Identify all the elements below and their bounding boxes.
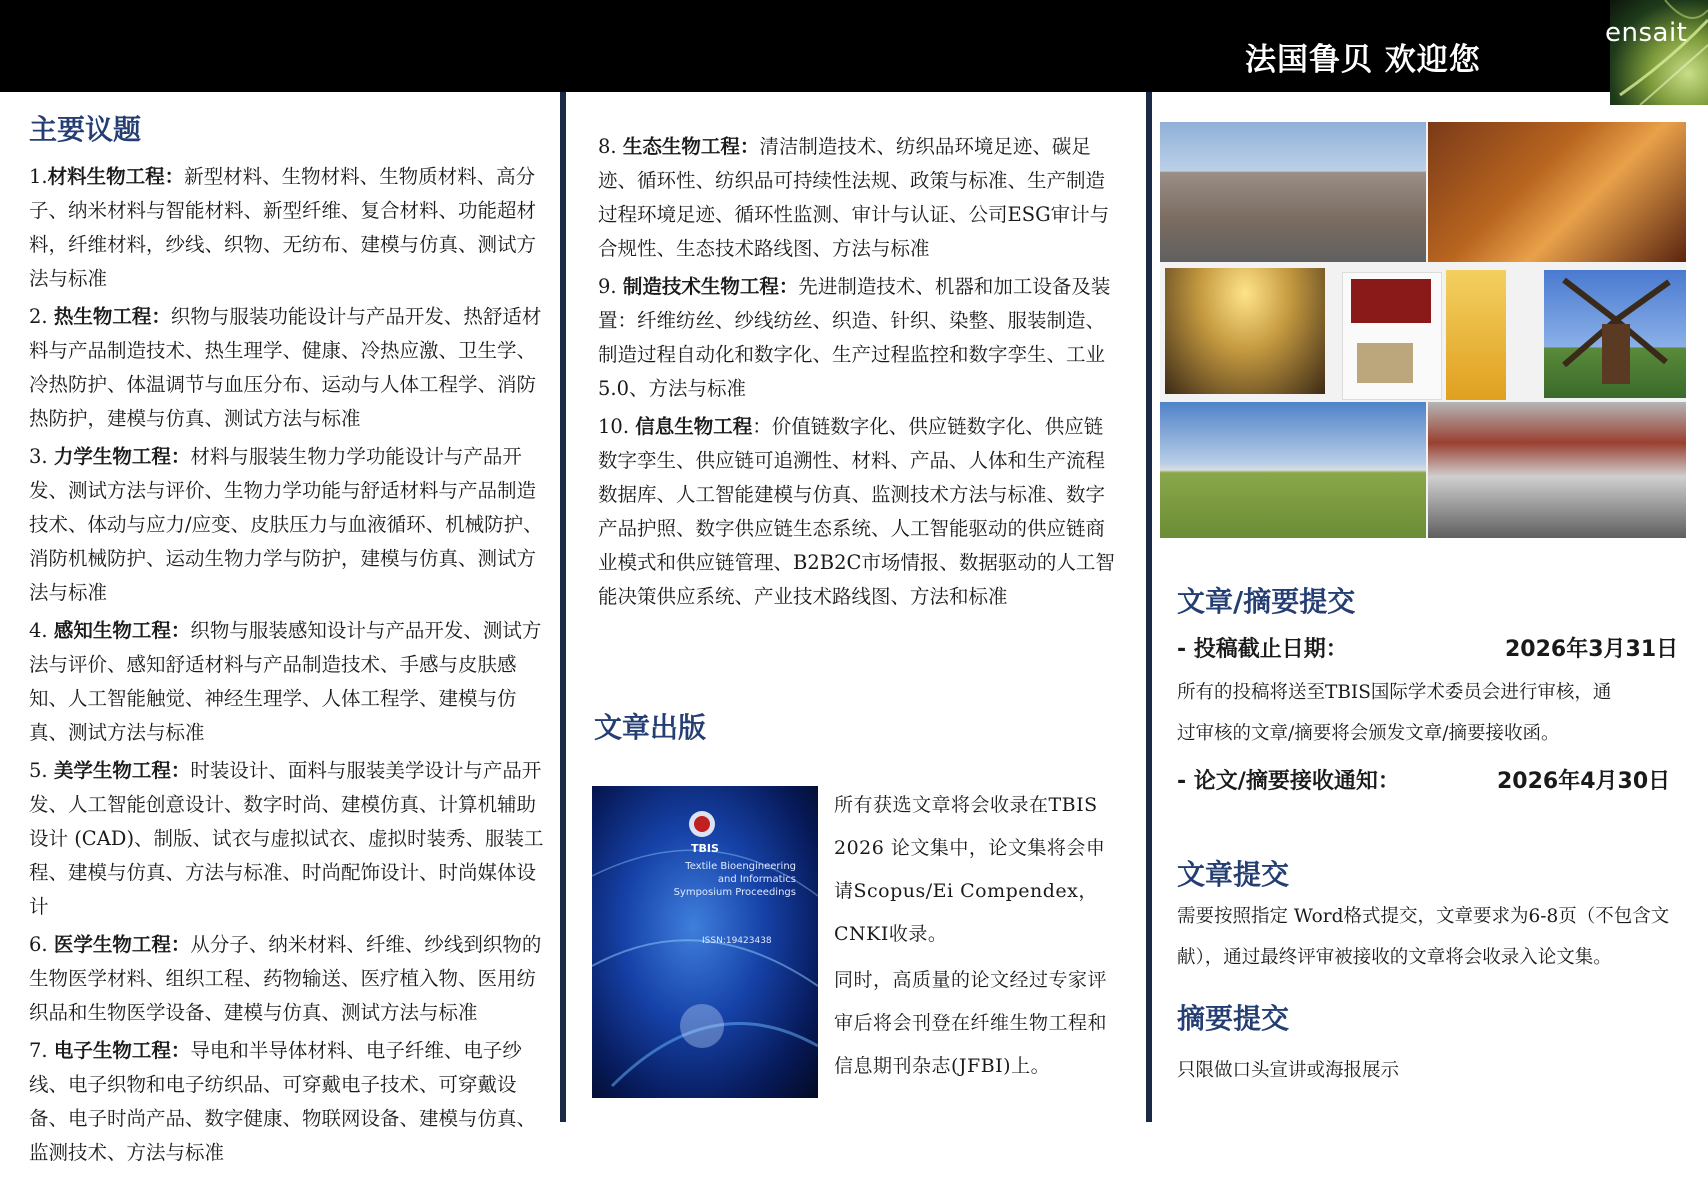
paper-submission-block: [1177, 896, 1692, 978]
topic-item: 10. 信息生物工程：价值链数字化、供应链数字化、供应链数字孪生、供应链可追溯性、材料、产品、人体和生产流程数据库、人工智能建模与仿真、监测技术方法与标准、数字产品护照、数字供应链生态系统、人工智能驱动的供应链商业模式和供应链管理、B2B2C市场情报、数据驱动的人工智能决策供应系统、产业技术路线图、方法和标准: [598, 415, 1115, 608]
publication-title: 文章出版: [594, 711, 707, 744]
photo-collage: [1160, 122, 1686, 538]
topic-item: 1.材料生物工程：新型材料、生物材料、生物质材料、高分子、纳米材料与智能材料、新型纤维、复合材料、功能超材料，纤维材料，纱线、织物、无纺布、建模与仿真、测试方法与标准: [29, 165, 537, 290]
topics-column-1: [29, 108, 549, 1174]
topics-title: 主要议题: [29, 113, 142, 146]
gallery-frames-photo: [1342, 272, 1442, 400]
museum-interior-photo: [1428, 122, 1686, 262]
review-text-block: [1177, 672, 1617, 754]
publication-text-1: 所有获选文章将会收录在TBIS 2026 论文集中，论文集将会申请Scopus/Ei Compendex，CNKI收录。: [834, 794, 1106, 945]
abstract-submission-text: 只限做口头宣讲或海报展示: [1177, 1060, 1400, 1081]
notice-value: 2026年4月30日: [1497, 769, 1671, 794]
paper-submission-title: 文章提交: [1177, 858, 1290, 891]
abstract-submission-block: [1177, 1050, 1697, 1091]
submission-title: 文章/摘要提交: [1177, 585, 1356, 618]
university-building-photo: [1160, 122, 1426, 262]
topic-item: 8. 生态生物工程：清洁制造技术、纺织品环境足迹、碳足迹、循环性、纺织品可持续性法规、政策与标准、生产制造过程环境足迹、循环性监测、审计与认证、公司ESG审计与合规性、生态技术路线图、方法与标准: [598, 135, 1110, 260]
column-divider: [1146, 92, 1152, 1122]
street-market-photo: [1428, 402, 1686, 538]
topic-item: 7. 电子生物工程：导电和半导体材料、电子纤维、电子纱线、电子织物和电子纺织品、可穿戴电子技术、可穿戴设备、电子时尚产品、数字健康、物联网设备、建模与仿真、监测技术、方法与标准: [29, 1039, 537, 1164]
piscine-museum-photo: [1165, 268, 1325, 394]
notice-label: - 论文/摘要接收通知：: [1177, 769, 1400, 794]
topic-item: 6. 医学生物工程：从分子、纳米材料、纤维、纱线到织物的生物医学材料、组织工程、药物输送、医疗植入物、医用纺织品和生物医学设备、建模与仿真、测试方法与标准: [29, 933, 542, 1024]
leaf-swoosh-icon: [1610, 0, 1708, 105]
abstract-submission-title: 摘要提交: [1177, 1002, 1290, 1035]
topic-item: 2. 热生物工程：织物与服装功能设计与产品开发、热舒适材料与产品制造技术、热生理学、健康、冷热应激、卫生学、冷热防护、体温调节与血压分布、运动与人体工程学、消防热防护，建模与仿真、测试方法与标准: [29, 305, 542, 430]
cover-title: Textile Bioengineering and Informatics Symposium Proceedings: [673, 861, 796, 898]
review-text: 所有的投稿将送至TBIS国际学术委员会进行审核，通过审核的文章/摘要将会颁发文章/摘要接收函。: [1177, 682, 1612, 744]
cover-issn: ISSN:19423438: [702, 936, 772, 946]
deadline-value: 2026年3月31日: [1505, 637, 1679, 662]
beer-glass-photo: [1446, 270, 1506, 400]
logo-text: ensait: [1605, 18, 1688, 48]
ensait-logo: [1610, 0, 1708, 105]
topics-column-2: [598, 130, 1118, 618]
deadline-label: - 投稿截止日期：: [1177, 637, 1348, 662]
topic-item: 5. 美学生物工程：时装设计、面料与服装美学设计与产品开发、人工智能创意设计、数字时尚、建模仿真、计算机辅助设计 (CAD)、制版、试衣与虚拟试衣、虚拟时装秀、服装工程、建模与仿真、方法与标准、时尚配饰设计、时尚媒体设计: [29, 759, 544, 918]
windmill-photo: [1544, 270, 1686, 398]
welcome-title: 法国鲁贝 欢迎您: [1245, 42, 1481, 78]
topic-item: 9. 制造技术生物工程：先进制造技术、机器和加工设备及装置：纤维纺丝、纱线纺丝、织造、针织、染整、服装制造、制造过程自动化和数字化、生产过程监控和数字孪生、工业5.0、方法与标准: [598, 275, 1111, 400]
topic-item: 4. 感知生物工程：织物与服装感知设计与产品开发、测试方法与评价、感知舒适材料与产品制造技术、手感与皮肤感知、人工智能触觉、神经生理学、人体工程学、建模与仿真、测试方法与标准: [29, 619, 542, 744]
column-divider: [560, 92, 566, 1122]
publication-text-2: 同时，高质量的论文经过专家评审后将会刊登在纤维生物工程和信息期刊杂志(JFBI)上。: [834, 969, 1108, 1077]
cover-brand: TBIS: [691, 842, 719, 855]
countryside-photo: [1160, 402, 1426, 538]
topic-item: 3. 力学生物工程：材料与服装生物力学功能设计与产品开发、测试方法与评价、生物力学功能与舒适材料与产品制造技术、体动与应力/应变、皮肤压力与血液循环、机械防护、消防机械防护、运动生物力学与防护，建模与仿真、测试方法与标准: [29, 445, 543, 604]
paper-submission-text: 需要按照指定 Word格式提交，文章要求为6-8页（不包含文献），通过最终评审被接收的文章将会收录入论文集。: [1177, 906, 1670, 968]
proceedings-cover: [592, 786, 818, 1098]
